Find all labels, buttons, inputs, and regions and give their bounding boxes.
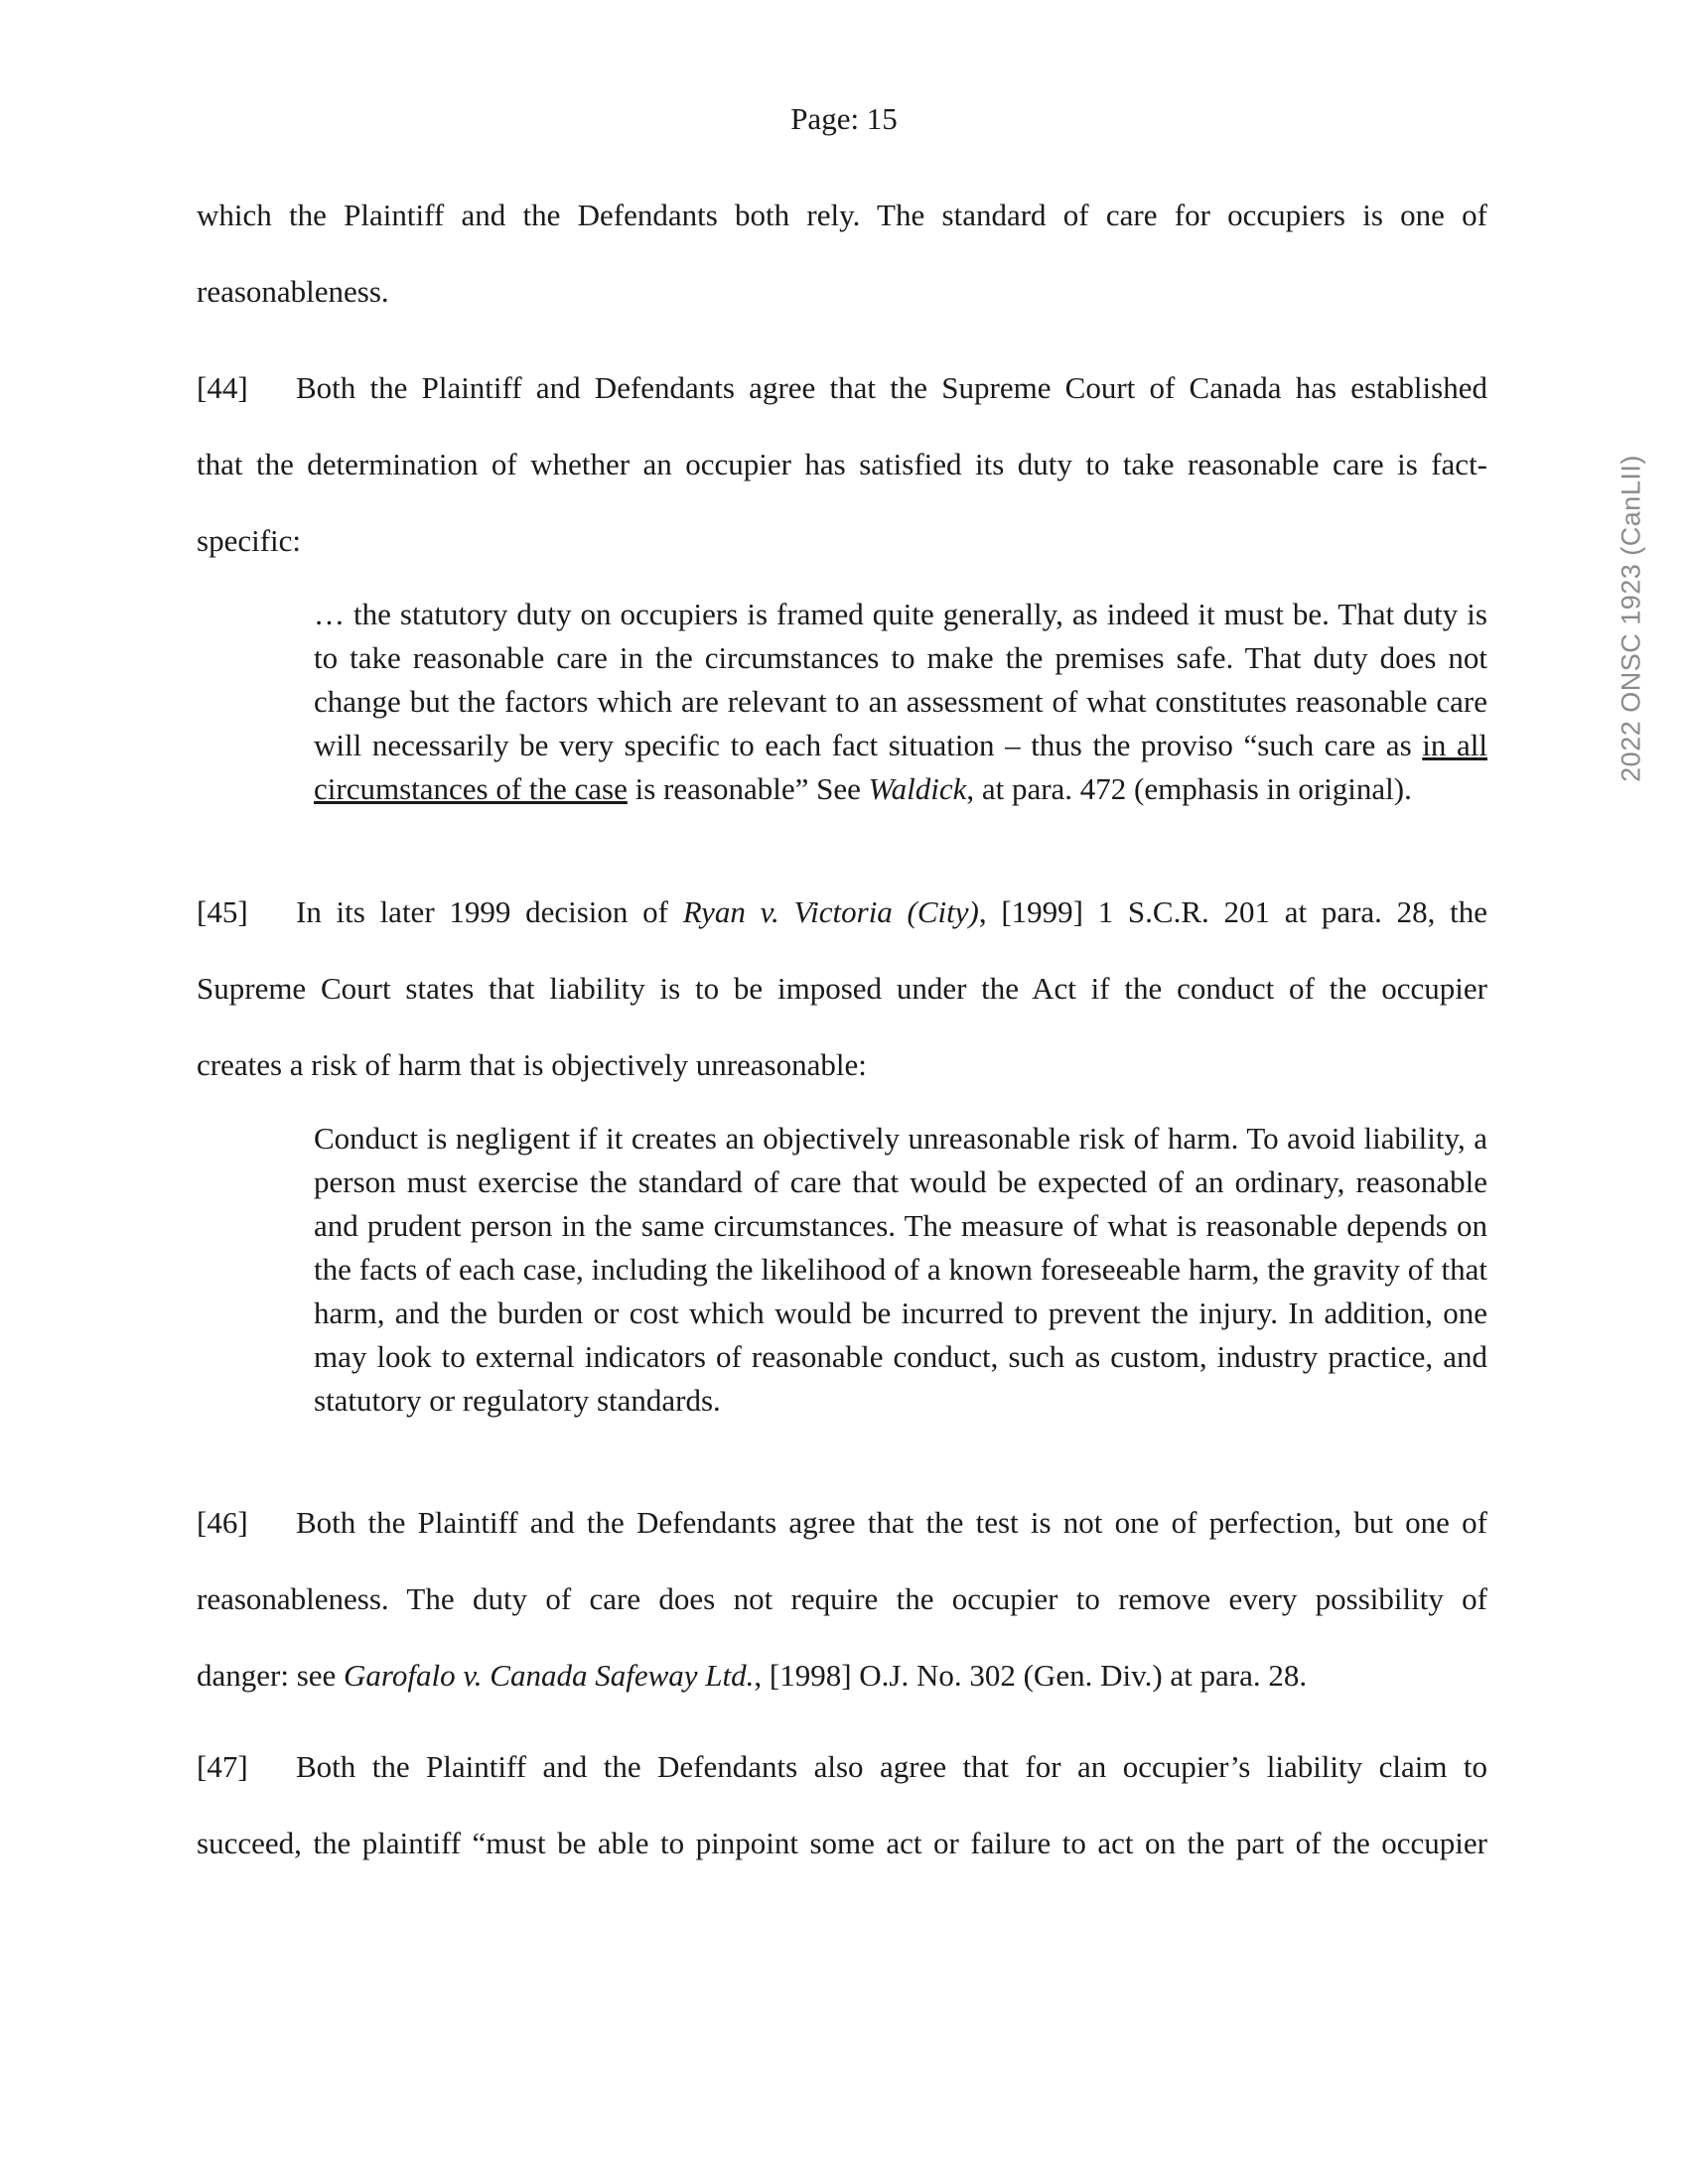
paragraph-46-line-3 [197, 1637, 1487, 1713]
case-name: Ryan v. Victoria (City) [682, 894, 979, 929]
case-name: Waldick [868, 771, 967, 806]
quote-text: is reasonable” See [627, 771, 869, 806]
continuation-line-1: which the Plaintiff and the Defendants both rely. The standard of care for occupiers is one of [197, 198, 1487, 232]
paragraph-number: [47] [197, 1749, 248, 1784]
paragraph-44-line-2: that the determination of whether an occupier has satisfied its duty to take reasonable care is fact- [197, 447, 1487, 481]
paragraph-text: , [1999] 1 S.C.R. 201 at para. 28, the [978, 894, 1488, 929]
emphasized-phrase: in all circumstances of the case [314, 728, 1487, 806]
side-citation: 2022 ONSC 1923 (CanLII) [1616, 455, 1646, 782]
case-name: Garofalo v. Canada Safeway Ltd. [344, 1658, 755, 1693]
paragraph-44-line-1 [197, 349, 1487, 426]
quote-text: … the statutory duty on occupiers is framed quite generally, as indeed it must be. That duty is to take reasonable care in the circumstances to make the premises safe. That duty does not change but the factors which are relevant to an assessment of what constitutes reasonable care will necessarily be very specific to each fact situation – thus the proviso “such care as [314, 597, 1487, 762]
paragraph-text: Both the Plaintiff and the Defendants also agree that for an occupier’s liability claim to [296, 1749, 1487, 1784]
paragraph-46-line-1 [197, 1484, 1487, 1561]
paragraph-text: Both the Plaintiff and the Defendants agree that the test is not one of perfection, but one of [296, 1505, 1487, 1540]
paragraph-text: Both the Plaintiff and Defendants agree that the Supreme Court of Canada has established [296, 370, 1487, 405]
paragraph-47-line-1 [197, 1728, 1487, 1805]
block-quote-ryan: Conduct is negligent if it creates an objectively unreasonable risk of harm. To avoid liability, a person must exercise the standard of care that would be expected of an ordinary, reasonable and prudent person in the same circumstances. The measure of what is reasonable depends on the facts of each case, including the likelihood of a known foreseeable harm, the gravity of that harm, and the burden or cost which would be incurred to prevent the injury. In addition, one may look to external indicators of reasonable conduct, such as custom, industry practice, and statutory or regulatory standards. [314, 1121, 1487, 1418]
paragraph-number: [44] [197, 370, 248, 405]
paragraph-number: [46] [197, 1505, 248, 1540]
paragraph-number: [45] [197, 894, 248, 929]
paragraph-text: In its later 1999 decision of [296, 894, 683, 929]
page-number: Page: 15 [790, 101, 898, 136]
continuation-line-2: reasonableness. [197, 274, 389, 309]
paragraph-text: , [1998] O.J. No. 302 (Gen. Div.) at para. 28. [754, 1658, 1308, 1693]
block-quote-waldick [314, 593, 1487, 811]
paragraph-44-line-3: specific: [197, 523, 302, 558]
paragraph-45-line-2: Supreme Court states that liability is to be imposed under the Act if the conduct of the occupier [197, 971, 1487, 1006]
quote-text: , at para. 472 (emphasis in original). [966, 771, 1412, 806]
paragraph-47-line-2: succeed, the plaintiff “must be able to pinpoint some act or failure to act on the part of the occupier [197, 1826, 1487, 1860]
paragraph-46-line-2: reasonableness. The duty of care does not require the occupier to remove every possibility of [197, 1581, 1487, 1616]
paragraph-45-line-3: creates a risk of harm that is objectively unreasonable: [197, 1047, 867, 1082]
paragraph-text: danger: see [197, 1658, 345, 1693]
paragraph-45-line-1 [197, 874, 1487, 950]
